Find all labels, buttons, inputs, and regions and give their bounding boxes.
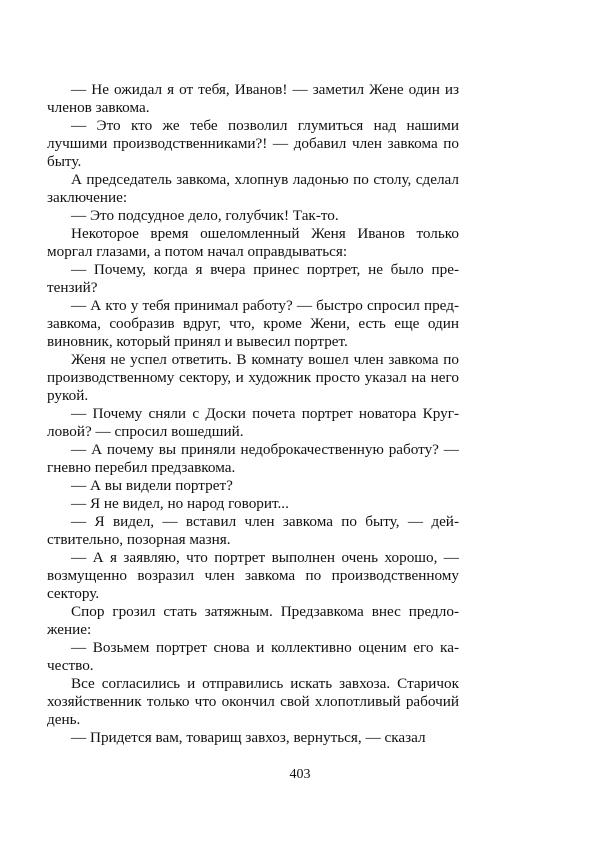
paragraph: — Я не видел, но народ говорит...: [71, 495, 289, 512]
paragraph: — А кто у тебя принимал работу? — быстро спросил пред-завкома, сообразив вдруг, что, кроме Жени, есть еще один виновник, который принял и вывесил портрет.: [47, 297, 459, 350]
paragraph: — А я заявляю, что портрет выполнен очень хорошо, — возмущенно возразил член завкома по производственному сектору.: [47, 549, 459, 602]
paragraph: — Придется вам, товарищ завхоз, вернуться, — сказал: [71, 729, 426, 746]
paragraph: — Почему сняли с Доски почета портрет новатора Кругловой? — спросил вошедший.: [47, 405, 459, 440]
text-block: [47, 81, 459, 747]
paragraph: — Это кто же тебе позволил глумиться над нашими лучшими производственниками?! — добавил член завкома по быту.: [47, 117, 459, 170]
paragraph: Некоторое время ошеломленный Женя Иванов только моргал глазами, а потом начал оправдываться:: [47, 225, 459, 260]
paragraph: — А почему вы приняли недоброкачественную работу? — гневно перебил предзавкома.: [47, 441, 459, 476]
paragraph: — Это подсудное дело, голубчик! Так-то.: [71, 207, 339, 224]
paragraph: — Почему, когда я вчера принес портрет, не было претензий?: [47, 261, 459, 296]
paragraph: Все согласились и отправились искать завхоза. Старичок хозяйственник только что окончил свой хлопотливый рабочий день.: [47, 675, 459, 728]
paragraph: — А вы видели портрет?: [71, 477, 233, 494]
paragraph: Спор грозил стать затяжным. Предзавкома внес предложение:: [47, 603, 459, 638]
paragraph: — Возьмем портрет снова и коллективно оценим его качество.: [47, 639, 459, 674]
paragraph: А председатель завкома, хлопнув ладонью по столу, сделал заключение:: [47, 171, 459, 206]
paragraph: Женя не успел ответить. В комнату вошел член завкома по производственному сектору, и художник просто указал на него рукой.: [47, 351, 459, 404]
paragraph: — Не ожидал я от тебя, Иванов! — заметил Жене один из членов завкома.: [47, 81, 459, 116]
paragraph: — Я видел, — вставил член завкома по быту, — действительно, позорная мазня.: [47, 513, 459, 548]
page-number: 403: [289, 767, 311, 782]
